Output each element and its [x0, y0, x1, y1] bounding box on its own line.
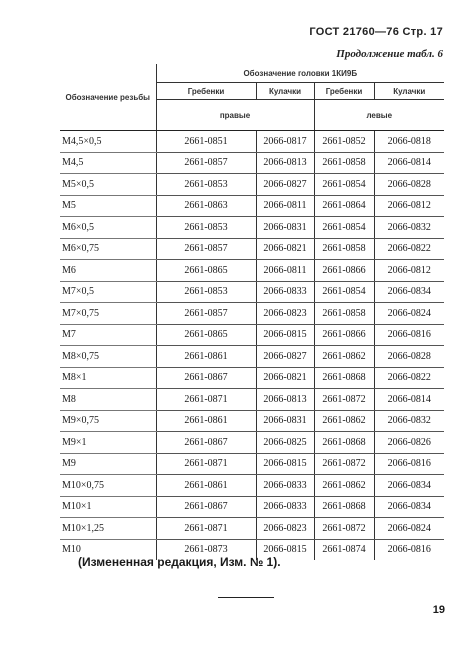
thread-cell: M6 — [60, 260, 156, 282]
table-row — [60, 217, 444, 239]
right-comb-cell: 2661-0861 — [156, 410, 256, 432]
header-thread-designation: Обозначение резьбы — [60, 64, 156, 131]
left-cam-cell: 2066-0816 — [374, 324, 444, 346]
right-comb-cell: 2661-0861 — [156, 475, 256, 497]
right-cam-cell: 2066-0813 — [256, 152, 314, 174]
header-right-combs: Гребенки — [156, 83, 256, 100]
right-comb-cell: 2661-0865 — [156, 324, 256, 346]
right-comb-cell: 2661-0853 — [156, 217, 256, 239]
right-cam-cell: 2066-0825 — [256, 432, 314, 454]
table-row — [60, 389, 444, 411]
right-comb-cell: 2661-0865 — [156, 260, 256, 282]
right-cam-cell: 2066-0813 — [256, 389, 314, 411]
thread-cell: M8×0,75 — [60, 346, 156, 368]
thread-cell: M5×0,5 — [60, 174, 156, 196]
thread-cell: M7 — [60, 324, 156, 346]
header-right-group: правые — [156, 100, 314, 131]
right-cam-cell: 2066-0833 — [256, 281, 314, 303]
thread-cell: M7×0,75 — [60, 303, 156, 325]
left-comb-cell: 2661-0868 — [314, 367, 374, 389]
right-comb-cell: 2661-0863 — [156, 195, 256, 217]
right-comb-cell: 2661-0857 — [156, 152, 256, 174]
left-comb-cell: 2661-0866 — [314, 260, 374, 282]
right-comb-cell: 2661-0857 — [156, 303, 256, 325]
right-cam-cell: 2066-0817 — [256, 131, 314, 153]
thread-cell: M10 — [60, 539, 156, 560]
right-cam-cell: 2066-0821 — [256, 238, 314, 260]
left-comb-cell: 2661-0858 — [314, 238, 374, 260]
left-cam-cell: 2066-0828 — [374, 346, 444, 368]
right-comb-cell: 2661-0853 — [156, 281, 256, 303]
right-comb-cell: 2661-0853 — [156, 174, 256, 196]
thread-cell: M9×1 — [60, 432, 156, 454]
right-comb-cell: 2661-0871 — [156, 453, 256, 475]
table-row — [60, 475, 444, 497]
left-cam-cell: 2066-0822 — [374, 238, 444, 260]
header-left-combs: Гребенки — [314, 83, 374, 100]
left-cam-cell: 2066-0824 — [374, 518, 444, 540]
table-row — [60, 195, 444, 217]
thread-cell: M4,5 — [60, 152, 156, 174]
left-comb-cell: 2661-0858 — [314, 303, 374, 325]
table-row — [60, 453, 444, 475]
table-row — [60, 410, 444, 432]
table-row — [60, 324, 444, 346]
amendment-note: (Измененная редакция, Изм. № 1). — [78, 555, 281, 569]
right-cam-cell: 2066-0811 — [256, 195, 314, 217]
thread-cell: M4,5×0,5 — [60, 131, 156, 153]
right-cam-cell: 2066-0823 — [256, 518, 314, 540]
table-row — [60, 303, 444, 325]
left-cam-cell: 2066-0812 — [374, 195, 444, 217]
right-comb-cell: 2661-0871 — [156, 518, 256, 540]
left-cam-cell: 2066-0814 — [374, 152, 444, 174]
table-row — [60, 346, 444, 368]
page-header: ГОСТ 21760—76 Стр. 17 — [309, 26, 443, 38]
right-cam-cell: 2066-0831 — [256, 217, 314, 239]
header-left-cams: Кулачки — [374, 83, 444, 100]
right-cam-cell: 2066-0831 — [256, 410, 314, 432]
thread-cell: M8 — [60, 389, 156, 411]
header-right-cams: Кулачки — [256, 83, 314, 100]
left-comb-cell: 2661-0854 — [314, 281, 374, 303]
right-cam-cell: 2066-0821 — [256, 367, 314, 389]
table-row — [60, 281, 444, 303]
left-cam-cell: 2066-0828 — [374, 174, 444, 196]
left-cam-cell: 2066-0832 — [374, 217, 444, 239]
thread-cell: M10×1,25 — [60, 518, 156, 540]
right-comb-cell: 2661-0867 — [156, 432, 256, 454]
left-cam-cell: 2066-0834 — [374, 281, 444, 303]
divider-line — [218, 597, 274, 598]
thread-cell: M9 — [60, 453, 156, 475]
page-number: 19 — [432, 604, 445, 616]
right-comb-cell: 2661-0851 — [156, 131, 256, 153]
left-comb-cell: 2661-0872 — [314, 518, 374, 540]
left-comb-cell: 2661-0852 — [314, 131, 374, 153]
left-comb-cell: 2661-0864 — [314, 195, 374, 217]
thread-cell: M7×0,5 — [60, 281, 156, 303]
left-comb-cell: 2661-0874 — [314, 539, 374, 560]
right-comb-cell: 2661-0871 — [156, 389, 256, 411]
left-comb-cell: 2661-0866 — [314, 324, 374, 346]
table-row — [60, 367, 444, 389]
thread-cell: M9×0,75 — [60, 410, 156, 432]
left-cam-cell: 2066-0824 — [374, 303, 444, 325]
header-head-designation: Обозначение головки 1КИ9Б — [156, 64, 444, 83]
right-cam-cell: 2066-0815 — [256, 539, 314, 560]
thread-cell: M8×1 — [60, 367, 156, 389]
left-cam-cell: 2066-0826 — [374, 432, 444, 454]
thread-cell: M6×0,75 — [60, 238, 156, 260]
right-comb-cell: 2661-0857 — [156, 238, 256, 260]
left-comb-cell: 2661-0862 — [314, 410, 374, 432]
left-cam-cell: 2066-0814 — [374, 389, 444, 411]
left-comb-cell: 2661-0868 — [314, 432, 374, 454]
left-comb-cell: 2661-0862 — [314, 346, 374, 368]
thread-cell: M10×0,75 — [60, 475, 156, 497]
table-row — [60, 260, 444, 282]
right-comb-cell: 2661-0873 — [156, 539, 256, 560]
left-comb-cell: 2661-0868 — [314, 496, 374, 518]
left-cam-cell: 2066-0822 — [374, 367, 444, 389]
table-row — [60, 238, 444, 260]
right-cam-cell: 2066-0833 — [256, 475, 314, 497]
left-comb-cell: 2661-0854 — [314, 217, 374, 239]
header-left-group: левые — [314, 100, 444, 131]
table-row — [60, 496, 444, 518]
thread-cell: M5 — [60, 195, 156, 217]
right-comb-cell: 2661-0861 — [156, 346, 256, 368]
right-cam-cell: 2066-0811 — [256, 260, 314, 282]
left-cam-cell: 2066-0834 — [374, 496, 444, 518]
right-cam-cell: 2066-0823 — [256, 303, 314, 325]
right-cam-cell: 2066-0815 — [256, 453, 314, 475]
thread-cell: M6×0,5 — [60, 217, 156, 239]
right-cam-cell: 2066-0827 — [256, 174, 314, 196]
table-row — [60, 131, 444, 153]
right-comb-cell: 2661-0867 — [156, 496, 256, 518]
table-row — [60, 518, 444, 540]
left-cam-cell: 2066-0832 — [374, 410, 444, 432]
right-cam-cell: 2066-0815 — [256, 324, 314, 346]
table-continuation-label: Продолжение табл. 6 — [336, 48, 443, 60]
right-cam-cell: 2066-0833 — [256, 496, 314, 518]
table-row — [60, 432, 444, 454]
left-comb-cell: 2661-0854 — [314, 174, 374, 196]
right-cam-cell: 2066-0827 — [256, 346, 314, 368]
left-cam-cell: 2066-0812 — [374, 260, 444, 282]
left-comb-cell: 2661-0862 — [314, 475, 374, 497]
left-cam-cell: 2066-0816 — [387, 544, 431, 556]
table-row — [60, 174, 444, 196]
thread-designation-table — [60, 64, 444, 560]
right-comb-cell: 2661-0867 — [156, 367, 256, 389]
left-cam-cell: 2066-0834 — [374, 475, 444, 497]
left-comb-cell: 2661-0858 — [314, 152, 374, 174]
table-row — [60, 152, 444, 174]
left-comb-cell: 2661-0872 — [314, 389, 374, 411]
left-cam-cell: 2066-0816 — [374, 453, 444, 475]
left-cam-cell: 2066-0818 — [374, 131, 444, 153]
left-comb-cell: 2661-0872 — [314, 453, 374, 475]
thread-cell: M10×1 — [60, 496, 156, 518]
